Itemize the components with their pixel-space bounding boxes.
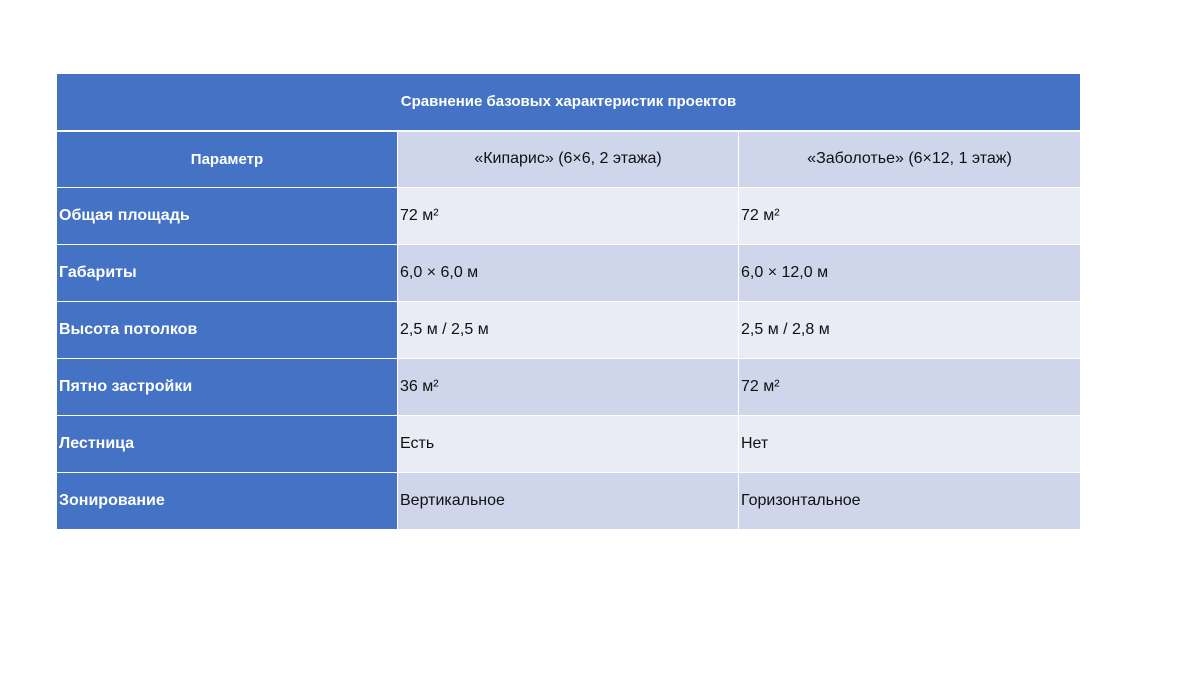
cell-project-2: 72 м² <box>739 188 1081 245</box>
comparison-table <box>56 73 1081 530</box>
table-row <box>57 359 1081 416</box>
cell-project-1: Есть <box>398 416 739 473</box>
header-project-1: «Кипарис» (6×6, 2 этажа) <box>398 131 739 188</box>
header-param: Параметр <box>57 131 398 188</box>
row-label: Общая площадь <box>57 188 398 245</box>
row-label: Пятно застройки <box>57 359 398 416</box>
cell-project-2: 2,5 м / 2,8 м <box>739 302 1081 359</box>
header-project-2: «Заболотье» (6×12, 1 этаж) <box>739 131 1081 188</box>
row-label: Зонирование <box>57 473 398 530</box>
table-title-row <box>57 74 1081 131</box>
cell-project-1: 6,0 × 6,0 м <box>398 245 739 302</box>
row-label: Габариты <box>57 245 398 302</box>
table-row <box>57 302 1081 359</box>
table-row <box>57 188 1081 245</box>
cell-project-2: Горизонтальное <box>739 473 1081 530</box>
cell-project-2: Нет <box>739 416 1081 473</box>
table-title: Сравнение базовых характеристик проектов <box>57 74 1081 131</box>
table-header-row <box>57 131 1081 188</box>
table-row <box>57 416 1081 473</box>
cell-project-1: 2,5 м / 2,5 м <box>398 302 739 359</box>
cell-project-1: 36 м² <box>398 359 739 416</box>
cell-project-1: Вертикальное <box>398 473 739 530</box>
cell-project-1: 72 м² <box>398 188 739 245</box>
table-row <box>57 245 1081 302</box>
cell-project-2: 72 м² <box>739 359 1081 416</box>
row-label: Высота потолков <box>57 302 398 359</box>
row-label: Лестница <box>57 416 398 473</box>
cell-project-2: 6,0 × 12,0 м <box>739 245 1081 302</box>
table-row <box>57 473 1081 530</box>
